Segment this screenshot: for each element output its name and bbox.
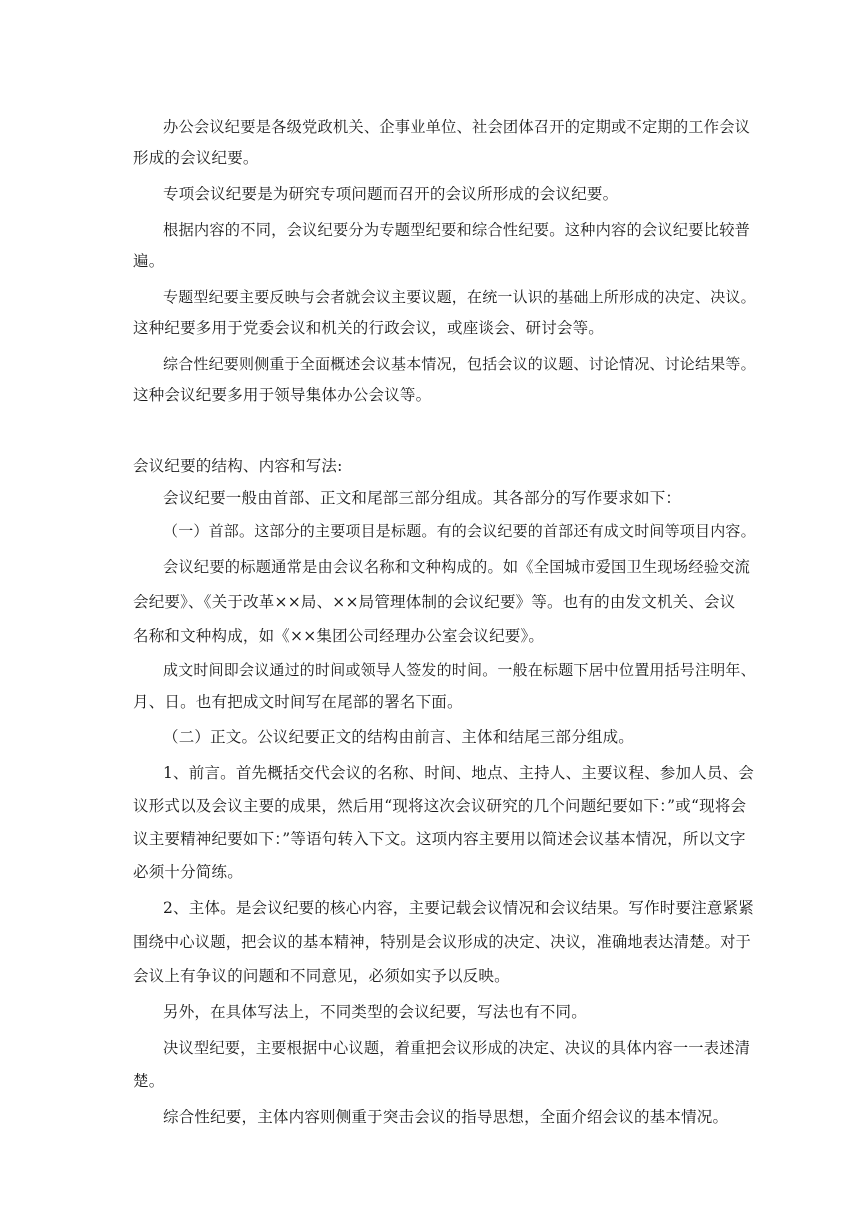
- paragraph-line: 这种会议纪要多用于领导集体办公会议等。: [133, 386, 432, 404]
- paragraph-line: 议主要精神纪要如下：”等语句转入下文。这项内容主要用以简述会议基本情况，所以文字: [133, 830, 746, 848]
- paragraph-line: 围绕中心议题，把会议的基本精神，特别是会议形成的决定、决议，准确地表达清楚。对于: [133, 933, 751, 951]
- section-heading: 会议纪要的结构、内容和写法:: [133, 457, 343, 475]
- paragraph-line: 名称和文种构成，如《××集团公司经理办公室会议纪要》。: [133, 627, 545, 645]
- paragraph-line: 专题型纪要主要反映与会者就会议主要议题，在统一认识的基础上所形成的决定、决议。: [163, 288, 756, 306]
- paragraph-line: 楚。: [133, 1072, 165, 1090]
- paragraph-line: 会议上有争议的问题和不同意见，必须如实予以反映。: [133, 967, 510, 985]
- paragraph-line: 会纪要》、《关于改革××局、××局管理体制的会议纪要》等。也有的由发文机关、会议: [133, 593, 736, 611]
- paragraph-line: 月、日。也有把成文时间写在尾部的署名下面。: [133, 693, 463, 711]
- paragraph-line: 会议纪要一般由首部、正文和尾部三部分组成。其各部分的写作要求如下：: [163, 489, 682, 507]
- paragraph-line: 成文时间即会议通过的时间或领导人签发的时间。一般在标题下居中位置用括号注明年、: [163, 661, 756, 679]
- paragraph-line: 综合性纪要，主体内容则侧重于突击会议的指导思想，全面介绍会议的基本情况。: [163, 1108, 729, 1126]
- paragraph-line: 根据内容的不同，会议纪要分为专题型纪要和综合性纪要。这种内容的会议纪要比较普: [163, 221, 751, 239]
- paragraph-line: 会议纪要的标题通常是由会议名称和文种构成的。如《全国城市爱国卫生现场经验交流: [163, 558, 751, 576]
- paragraph-line: 办公会议纪要是各级党政机关、企事业单位、社会团体召开的定期或不定期的工作会议: [163, 118, 751, 136]
- paragraph-line: 遍。: [133, 252, 165, 270]
- paragraph-line: 决议型纪要，主要根据中心议题，着重把会议形成的决定、决议的具体内容一一表述清: [163, 1039, 751, 1057]
- paragraph-line: 必须十分简练。: [133, 863, 243, 881]
- paragraph-line: 2、主体。是会议纪要的核心内容，主要记载会议情况和会议结果。写作时要注意紧紧: [163, 899, 754, 917]
- paragraph-line: （二）正文。公议纪要正文的结构由前言、主体和结尾三部分组成。: [163, 728, 635, 746]
- paragraph-line: 1、前言。首先概括交代会议的名称、时间、地点、主持人、主要议程、参加人员、会: [163, 764, 754, 782]
- paragraph-line: 议形式以及会议主要的成果，然后用“现将这次会议研究的几个问题纪要如下：”或“现将会: [133, 797, 747, 815]
- paragraph-line: 专项会议纪要是为研究专项问题而召开的会议所形成的会议纪要。: [163, 185, 619, 203]
- paragraph-line: 综合性纪要则侧重于全面概述会议基本情况，包括会议的议题、讨论情况、讨论结果等。: [163, 355, 756, 373]
- paragraph-line: 另外，在具体写法上，不同类型的会议纪要，写法也有不同。: [163, 1003, 587, 1021]
- paragraph-line: 这种纪要多用于党委会议和机关的行政会议，或座谈会、研讨会等。: [133, 319, 605, 337]
- paragraph-line: （一）首部。这部分的主要项目是标题。有的会议纪要的首部还有成文时间等项目内容。: [163, 522, 756, 540]
- paragraph-line: 形成的会议纪要。: [133, 149, 259, 167]
